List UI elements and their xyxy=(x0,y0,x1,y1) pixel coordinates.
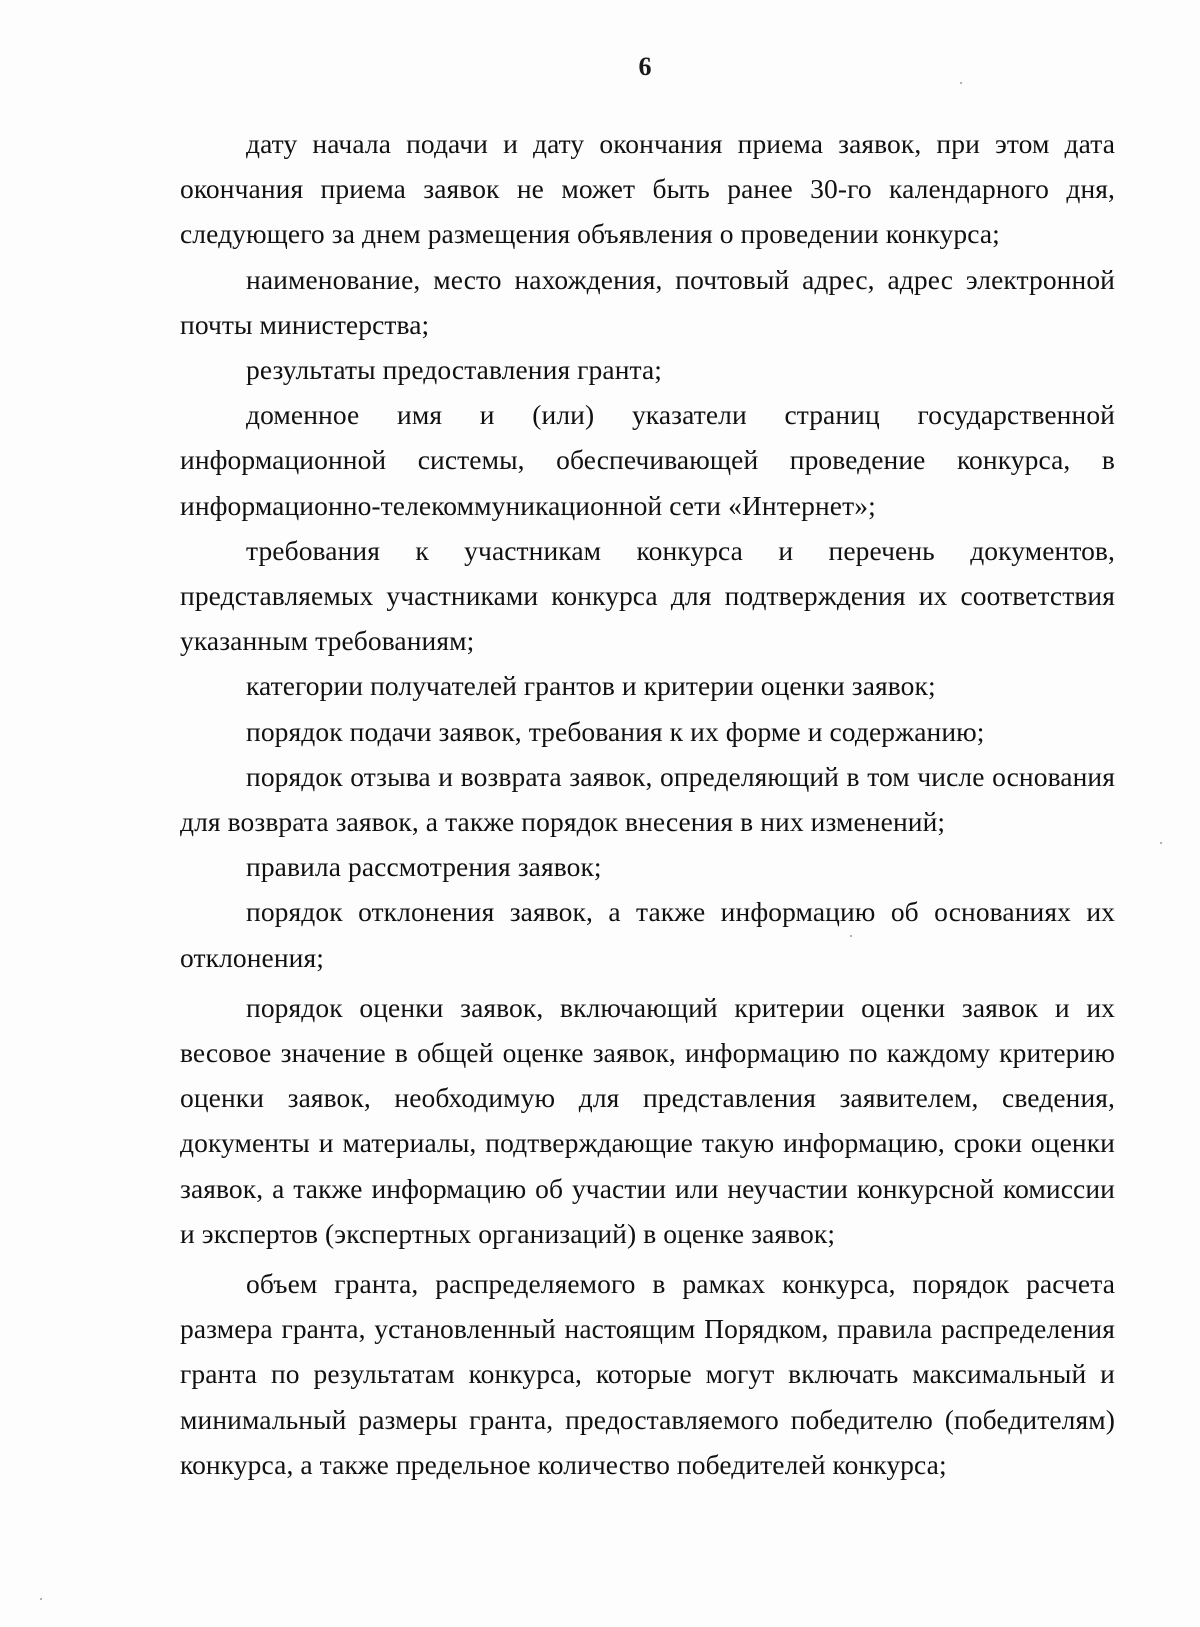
paragraph-submission-procedure: порядок подачи заявок, требования к их форме и содержанию; xyxy=(246,715,985,747)
paragraph-withdrawal-procedure: порядок отзыва и возврата заявок, определяющий в том числе основания для возврата заявок, а также порядок внесения в них изменений; xyxy=(180,760,1115,838)
document-body xyxy=(180,121,1115,1487)
scan-speck xyxy=(850,935,852,937)
scan-speck xyxy=(1160,842,1162,844)
paragraph-submission-dates: дату начала подачи и дату окончания приема заявок, при этом дата окончания приема заявок не может быть ранее 30-го календарного дня, следующего за днем размещения объявления о проведении конкурса; xyxy=(180,128,1115,250)
page-number: 6 xyxy=(638,52,652,81)
paragraph-grant-volume: объем гранта, распределяемого в рамках конкурса, порядок расчета размера гранта, установленный настоящим Порядком, правила распределения гранта по результатам конкурса, которые могут включать максимальный и минимальный размеры гранта, предоставляемого победителю (победителям) конкурса, а также предельное количество победителей конкурса; xyxy=(180,1268,1115,1480)
paragraph-ministry-contacts: наименование, место нахождения, почтовый адрес, адрес электронной почты министерства; xyxy=(180,263,1115,340)
paragraph-participant-requirements: требования к участникам конкурса и перечень документов, представляемых участниками конкурса для подтверждения их соответствия указанным требованиям; xyxy=(180,534,1115,657)
paragraph-rejection-procedure: порядок отклонения заявок, а также информацию об основаниях их отклонения; xyxy=(180,896,1115,973)
scan-speck xyxy=(960,82,962,84)
paragraph-domain-name: доменное имя и (или) указатели страниц государственной информационной системы, обеспечивающей проведение конкурса, в информационно-телекоммуникационной сети «Интернет»; xyxy=(180,399,1115,521)
paragraph-grant-results: результаты предоставления гранта; xyxy=(246,354,663,386)
paragraph-recipient-categories: категории получателей грантов и критерии оценки заявок; xyxy=(246,670,936,702)
paragraph-review-rules: правила рассмотрения заявок; xyxy=(246,851,602,883)
paragraph-evaluation-procedure: порядок оценки заявок, включающий критерии оценки заявок и их весовое значение в общей оценке заявок, информацию по каждому критерию оценки заявок, необходимую для представления заявителем, сведения, документы и материалы, подтверждающие такую информацию, сроки оценки заявок, а также информацию об участии или неучастии конкурсной комиссии и экспертов (экспертных организаций) в оценке заявок; xyxy=(180,991,1115,1249)
scan-speck xyxy=(40,1598,42,1600)
